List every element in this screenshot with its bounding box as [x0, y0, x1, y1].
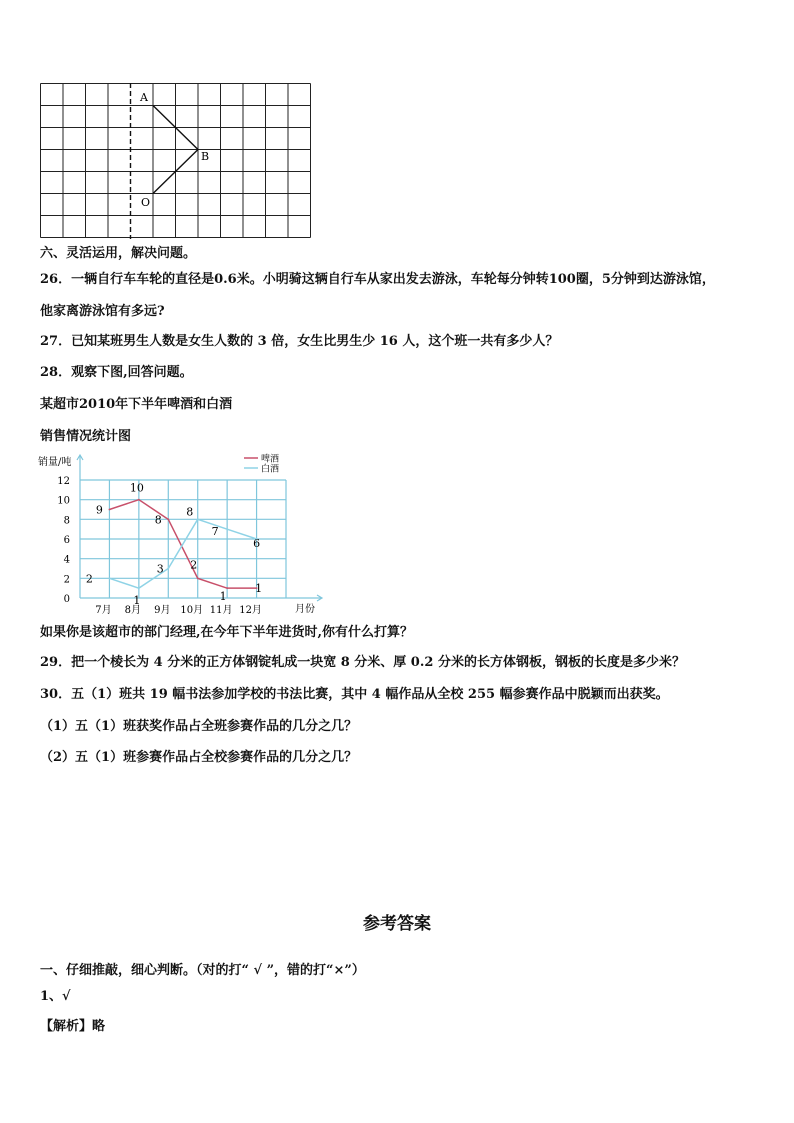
chart-title-line1: 某超市2010年下半年啤酒和白酒	[40, 397, 233, 412]
y-tick-label: 4	[63, 554, 70, 566]
data-label: 10	[129, 481, 144, 495]
q30-text: 30．五（1）班共 19 幅书法参加学校的书法比赛，其中 4 幅作品从全校 255 幅参赛作品中脱颖而出获奖。	[40, 687, 669, 702]
answers-section1: 一、仔细推敲，细心判断。（对的打“ √ ”，错的打“×”）	[40, 963, 365, 978]
data-point	[138, 587, 140, 589]
data-point	[167, 568, 169, 570]
legend-label: 啤酒	[261, 454, 280, 465]
data-label: 2	[190, 558, 198, 572]
y-tick-label: 8	[63, 515, 70, 527]
section6-heading: 六、灵活运用，解决问题。	[40, 246, 197, 261]
data-point	[226, 528, 228, 530]
chart-series	[109, 499, 261, 589]
data-label: 8	[186, 505, 194, 519]
q27-text: 27．已知某班男生人数是女生人数的 3 倍，女生比男生少 16 人，这个班一共有多少人？	[40, 334, 559, 349]
line-chart	[36, 450, 326, 620]
y-tick-label: 12	[57, 476, 70, 487]
point-a-label: A	[140, 91, 148, 104]
point-o-label: O	[141, 196, 151, 209]
q29-text: 29．把一个棱长为 4 分米的正方体钢锭轧成一块宽 8 分米、厚 0.2 分米的长方体钢板，钢板的长度是多少米？	[40, 655, 685, 670]
data-point	[138, 499, 140, 501]
x-tick-label: 10月	[180, 605, 204, 616]
chart-ylabel: 销量/吨	[38, 457, 72, 468]
data-point	[197, 577, 199, 579]
chart-title-line2: 销售情况统计图	[40, 429, 132, 444]
point-b-label: B	[201, 150, 210, 163]
y-tick-label: 0	[63, 594, 70, 605]
q30-sub2: （2）五（1）班参赛作品占全校参赛作品的几分之几？	[40, 750, 358, 765]
chart-ticks	[57, 476, 262, 616]
grid-figure	[38, 82, 314, 240]
grid-lines	[41, 84, 311, 238]
data-label: 1	[219, 590, 227, 604]
data-label: 1	[133, 594, 141, 608]
x-tick-label: 7月	[95, 605, 112, 616]
data-label: 6	[253, 537, 261, 550]
data-label: 8	[154, 513, 162, 527]
y-tick-label: 6	[63, 535, 70, 546]
q30-sub1: （1）五（1）班获奖作品占全班参赛作品的几分之几？	[40, 719, 358, 734]
x-tick-label: 11月	[209, 605, 233, 616]
answers-title: 参考答案	[363, 914, 431, 934]
q28-text: 28．观察下图,回答问题。	[40, 365, 193, 380]
data-point	[109, 577, 111, 579]
data-label: 1	[255, 582, 263, 596]
chart-xlabel: 月份	[295, 604, 315, 615]
data-label: 9	[95, 503, 103, 517]
y-tick-label: 2	[63, 574, 70, 586]
data-point	[226, 587, 228, 589]
data-label: 2	[85, 572, 93, 586]
answer-analysis: 【解析】略	[40, 1019, 106, 1034]
chart-legend	[244, 453, 279, 475]
x-tick-label: 8月	[124, 605, 142, 616]
data-point	[167, 518, 169, 520]
data-label: 7	[211, 525, 219, 539]
y-tick-label: 10	[57, 495, 70, 507]
legend-label: 白酒	[261, 464, 280, 475]
q28-follow-up: 如果你是该超市的部门经理,在今年下半年进货时,你有什么打算？	[40, 625, 414, 640]
x-tick-label: 9月	[154, 605, 171, 616]
x-tick-label: 12月	[239, 605, 262, 616]
q26-line1: 26．一辆自行车车轮的直径是0.6米。小明骑这辆自行车从家出发去游泳，车轮每分钟转100圈，5分钟到达游泳馆，	[40, 272, 715, 287]
answer-item1: 1、√	[40, 989, 71, 1004]
data-point	[197, 518, 199, 520]
data-point	[109, 509, 111, 511]
data-label: 3	[156, 562, 164, 576]
q26-line2: 他家离游泳馆有多远?	[40, 304, 165, 319]
